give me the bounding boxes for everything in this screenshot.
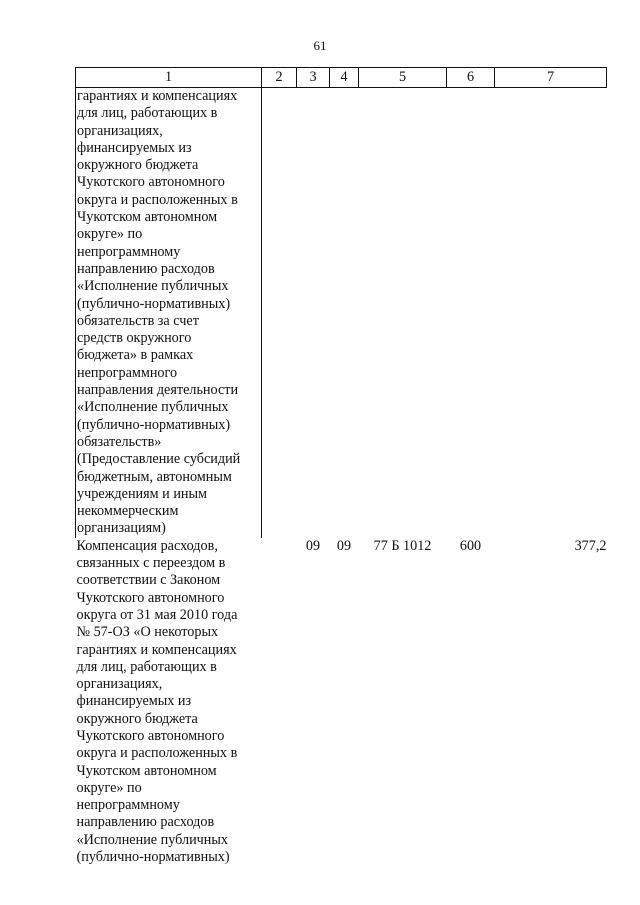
table-row	[76, 538, 607, 867]
description-line: округе» по	[77, 226, 143, 243]
description-line: округе» по	[76, 779, 142, 796]
description-line: «Исполнение публичных	[77, 278, 229, 295]
description-line: учреждениям и иным	[77, 485, 208, 502]
description-line: (публично-нормативных)	[77, 416, 231, 433]
column-header-1: 1	[76, 68, 262, 88]
cell-col3	[297, 88, 330, 538]
column-header-3: 3	[297, 68, 330, 88]
description-line: непрограммному	[77, 243, 181, 260]
cell-col6	[447, 88, 495, 538]
page-number: 61	[313, 38, 327, 53]
description-line: организациях,	[76, 676, 163, 693]
column-header-4: 4	[330, 68, 359, 88]
column-header-6: 6	[447, 68, 495, 88]
cell-subsection: 09	[336, 537, 352, 554]
description-line: окружного бюджета	[76, 710, 198, 727]
description-line: Чукотском автономном	[77, 209, 218, 226]
description-line: обязательств»	[77, 433, 162, 450]
cell-target-article: 77 Б 1012	[373, 537, 432, 554]
cell-amount: 377,2	[574, 537, 607, 554]
description-line: Чукотского автономного	[76, 727, 225, 744]
cell-expense-type: 600	[459, 537, 482, 554]
description-line: некоммерческим	[77, 503, 179, 520]
row-description	[76, 88, 262, 538]
cell-col4	[330, 88, 359, 538]
description-line: Чукотского автономного	[77, 174, 225, 191]
description-line: для лиц, работающих в	[77, 105, 218, 122]
budget-table	[75, 67, 607, 866]
description-line: для лиц, работающих в	[76, 658, 217, 675]
description-line: округа от 31 мая 2010 года	[76, 606, 238, 623]
description-line: округа и расположенных в	[77, 191, 238, 208]
table-row	[76, 88, 607, 538]
description-line: Чукотского автономного	[76, 589, 225, 606]
description-line: связанных с переездом в	[76, 555, 226, 572]
description-line: гарантиях и компенсациях	[76, 641, 237, 658]
column-header-2: 2	[262, 68, 297, 88]
cell-col5	[359, 88, 447, 538]
description-line: Компенсация расходов,	[76, 537, 218, 554]
description-line: организациям)	[77, 520, 166, 537]
cell-section: 09	[305, 537, 321, 554]
description-line: бюджетным, автономным	[77, 468, 232, 485]
description-line: направлению расходов	[76, 814, 215, 831]
description-line: направления деятельности	[77, 382, 239, 399]
description-line: «Исполнение публичных	[76, 831, 229, 848]
description-line: «Исполнение публичных	[77, 399, 229, 416]
description-line: (Предоставление субсидий	[77, 451, 241, 468]
description-line: (публично-нормативных)	[76, 849, 230, 866]
description-line: гарантиях и компенсациях	[77, 88, 238, 104]
column-header-5: 5	[359, 68, 447, 88]
table-header-row	[76, 68, 607, 88]
description-line: направлению расходов	[77, 260, 215, 277]
description-line: средств окружного	[77, 330, 192, 347]
cell-col7	[495, 88, 607, 538]
description-line: организациях,	[77, 122, 163, 139]
description-line: (публично-нормативных)	[77, 295, 231, 312]
description-line: окружного бюджета	[77, 157, 199, 174]
description-line: обязательств за счет	[77, 312, 199, 329]
description-line: финансируемых из	[77, 139, 192, 156]
cell-col2	[262, 88, 297, 538]
description-line: Чукотском автономном	[76, 762, 217, 779]
description-line: бюджета» в рамках	[77, 347, 194, 364]
description-line: округа и расположенных в	[76, 745, 238, 762]
description-line: непрограммного	[77, 364, 178, 381]
column-header-7: 7	[495, 68, 607, 88]
cell-col2	[262, 538, 297, 867]
description-line: финансируемых из	[76, 693, 192, 710]
description-line: № 57-ОЗ «О некоторых	[76, 624, 219, 641]
row-description	[76, 538, 262, 867]
description-line: соответствии с Законом	[76, 572, 221, 589]
description-line: непрограммному	[76, 797, 180, 814]
